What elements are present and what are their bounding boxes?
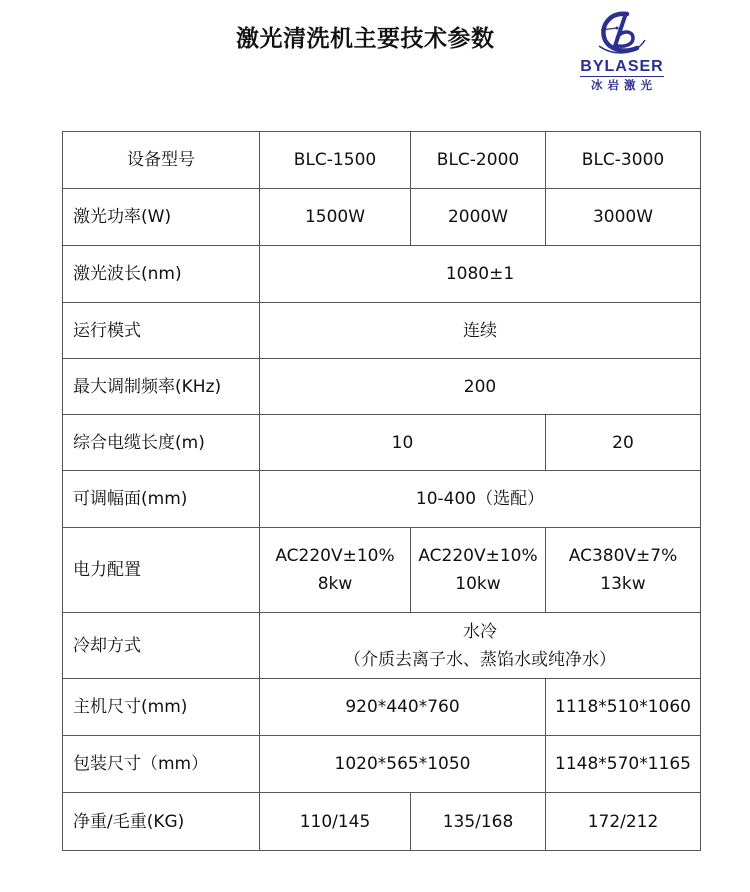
table-row-cable-length — [63, 415, 701, 471]
table-row-scan-width — [63, 471, 701, 528]
row-label-scan-width: 可调幅面(mm) — [63, 471, 260, 528]
row-label-wavelength: 激光波长(nm) — [63, 246, 260, 303]
power-supply-cell-2 — [411, 528, 546, 613]
cooling-cell — [260, 613, 701, 679]
voltage-text: AC220V±10% — [418, 546, 538, 566]
scan-width-cell: 10-400（选配） — [260, 471, 701, 528]
table-row-package-size — [63, 736, 701, 793]
power-text: 8kw — [317, 574, 353, 594]
voltage-text: AC220V±10% — [275, 546, 395, 566]
cable-length-cell-1: 10 — [260, 415, 546, 471]
laser-power-cell-3: 3000W — [546, 189, 701, 246]
weight-cell-2: 135/168 — [411, 793, 546, 851]
brand-name-cn: 冰岩激光 — [591, 78, 657, 92]
row-label-power-supply: 电力配置 — [63, 528, 260, 613]
weight-cell-3: 172/212 — [546, 793, 701, 851]
bylaser-logo-icon — [597, 10, 647, 56]
power-text: 13kw — [600, 574, 646, 594]
mode-cell: 连续 — [260, 303, 701, 359]
row-label-host-size: 主机尺寸(mm) — [63, 679, 260, 736]
brand-name-en: BYLASER — [580, 58, 664, 75]
host-size-cell-2: 1118*510*1060 — [546, 679, 701, 736]
power-supply-cell-1 — [260, 528, 411, 613]
package-size-cell-1: 1020*565*1050 — [260, 736, 546, 793]
spec-table — [62, 131, 701, 851]
model-cell-3: BLC-3000 — [546, 132, 701, 189]
wavelength-cell: 1080±1 — [260, 246, 701, 303]
model-cell-2: BLC-2000 — [411, 132, 546, 189]
package-size-cell-2: 1148*570*1165 — [546, 736, 701, 793]
row-label-cooling: 冷却方式 — [63, 613, 260, 679]
page-title: 激光清洗机主要技术参数 — [236, 26, 495, 52]
weight-cell-1: 110/145 — [260, 793, 411, 851]
max-freq-cell: 200 — [260, 359, 701, 415]
row-label-laser-power: 激光功率(W) — [63, 189, 260, 246]
row-label-package-size: 包装尺寸（mm） — [63, 736, 260, 793]
power-text: 10kw — [455, 574, 501, 594]
row-label-model: 设备型号 — [63, 132, 260, 189]
cooling-type-text: 水冷 — [463, 621, 497, 642]
table-row-wavelength — [63, 246, 701, 303]
table-row-cooling — [63, 613, 701, 679]
model-cell-1: BLC-1500 — [260, 132, 411, 189]
row-label-max-freq: 最大调制频率(KHz) — [63, 359, 260, 415]
power-supply-cell-3 — [546, 528, 701, 613]
table-row-max-freq — [63, 359, 701, 415]
row-label-cable-length: 综合电缆长度(m) — [63, 415, 260, 471]
cooling-medium-text: （介质去离子水、蒸馅水或纯净水） — [344, 649, 616, 670]
host-size-cell-1: 920*440*760 — [260, 679, 546, 736]
row-label-weight: 净重/毛重(KG) — [63, 793, 260, 851]
table-row-mode — [63, 303, 701, 359]
table-row-weight — [63, 793, 701, 851]
table-row-laser-power — [63, 189, 701, 246]
table-row-model — [63, 132, 701, 189]
brand-logo — [578, 10, 666, 92]
laser-power-cell-2: 2000W — [411, 189, 546, 246]
voltage-text: AC380V±7% — [568, 546, 678, 566]
table-row-host-size — [63, 679, 701, 736]
row-label-mode: 运行模式 — [63, 303, 260, 359]
laser-power-cell-1: 1500W — [260, 189, 411, 246]
cable-length-cell-2: 20 — [546, 415, 701, 471]
table-row-power-supply — [63, 528, 701, 613]
